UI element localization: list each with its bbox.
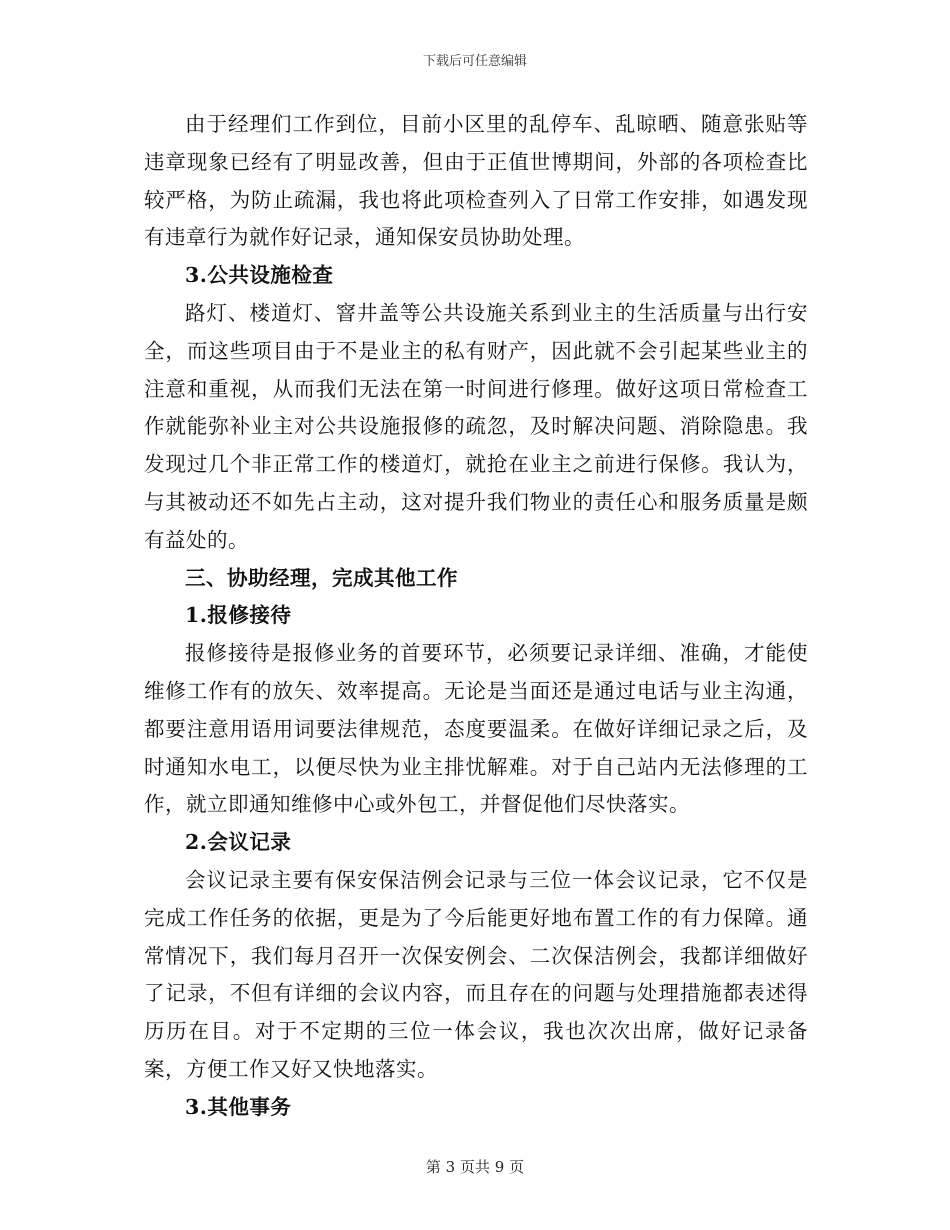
paragraph-repair-reception: 报修接待是报修业务的首要环节，必须要记录详细、准确，才能使维修工作有的放矢、效率提高。无论是当面还是通过电话与业主沟通，都要注意用语用词要法律规范，态度要温柔。在做好详细记录之后，及时通知水电工，以便尽快为业主排忧解难。对于自己站内无法修理的工作，就立即通知维修中心或外包工，并督促他们尽快落实。 [144, 641, 808, 817]
paragraph-violations: 由于经理们工作到位，目前小区里的乱停车、乱晾晒、随意张贴等违章现象已经有了明显改善，但由于正值世博期间，外部的各项检查比较严格，为防止疏漏，我也将此项检查列入了日常工作安排，如遇发现有违章行为就作好记录，通知保安员协助处理。 [144, 112, 808, 250]
heading-other-affairs: 3.其他事务 [185, 1094, 292, 1119]
paragraph-public-facilities: 路灯、楼道灯、窨井盖等公共设施关系到业主的生活质量与出行安全，而这些项目由于不是业主的私有财产，因此就不会引起某些业主的注意和重视，从而我们无法在第一时间进行修理。做好这项日常检查工作就能弥补业主对公共设施报修的疏忽，及时解决问题、消除隐患。我发现过几个非正常工作的楼道灯，就抢在业主之前进行保修。我认为，与其被动还不如先占主动，这对提升我们物业的责任心和服务质量是颇有益处的。 [144, 300, 808, 552]
body-content [144, 106, 808, 1127]
heading-assist-manager: 三、协助经理，完成其他工作 [185, 565, 458, 590]
heading-public-facilities: 3.公共设施检查 [185, 263, 334, 288]
paragraph-meeting-records: 会议记录主要有保安保洁例会记录与三位一体会议记录，它不仅是完成工作任务的依据，更是为了今后能更好地布置工作的有力保障。通常情况下，我们每月召开一次保安例会、二次保洁例会，我都详细做好了记录，不但有详细的会议内容，而且存在的问题与处理措施都表述得历历在目。对于不定期的三位一体会议，我也次次出席，做好记录备案，方便工作又好又快地落实。 [144, 867, 808, 1081]
page-number-footer: 第 3 页共 9 页 [425, 1158, 525, 1176]
heading-meeting-records: 2.会议记录 [185, 830, 292, 855]
page-header: 下载后可任意编辑 [422, 54, 527, 69]
heading-repair-reception: 1.报修接待 [185, 603, 292, 628]
